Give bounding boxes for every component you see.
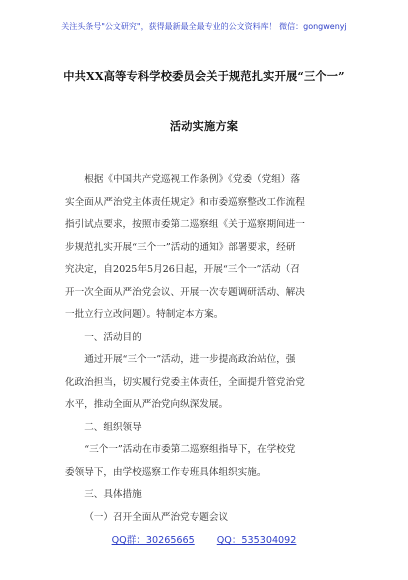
section-heading-leadership: 二、组织领导 xyxy=(84,421,142,433)
paragraph-line: 究决定，自2025年5月26日起，开展“三个一”活动（召 xyxy=(65,264,300,275)
paragraph-line: 委领导下，由学校巡察工作专班具体组织实施。 xyxy=(65,466,267,478)
paragraph-line: 通过开展“三个一”活动，进一步提高政治站位，强 xyxy=(84,354,296,365)
document-body xyxy=(65,169,350,529)
paragraph-line: 一批立行立改问题）。特制定本方案。 xyxy=(65,309,224,320)
document-title-line-2: 活动实施方案 xyxy=(169,119,239,133)
subsection-heading-meeting: （一）召开全面从严治党专题会议 xyxy=(84,511,229,523)
paragraph-line: 水平，推动全面从严治党向纵深发展。 xyxy=(65,399,229,410)
section-heading-purpose: 一、活动目的 xyxy=(84,331,142,343)
qq-contact-link[interactable]: QQ：535304092 xyxy=(216,535,297,546)
purpose-paragraph xyxy=(65,349,350,417)
paragraph-line: 实全面从严治党主体责任规定》和市委巡察整改工作流程 xyxy=(65,196,305,208)
intro-paragraph xyxy=(65,169,350,327)
header-promo-note: 关注头条号"公文研究"，获得最新最全最专业的公文资料库！ 微信：gongwenyj xyxy=(61,22,347,31)
paragraph-line: 开一次全面从严治党会议、开展一次专题调研活动、解决 xyxy=(65,286,305,298)
paragraph-line: “三个一”活动在市委第二巡察组指导下，在学校党 xyxy=(84,444,296,455)
leadership-paragraph xyxy=(65,439,350,484)
paragraph-line: 化政治担当，切实履行党委主体责任，全面提升管党治党 xyxy=(65,376,305,388)
footer-contact xyxy=(0,532,408,546)
section-heading-measures: 三、具体措施 xyxy=(84,489,142,500)
paragraph-line: 步规范扎实开展“三个一”活动的通知》部署要求，经研 xyxy=(65,241,296,253)
paragraph-line: 根据《中国共产党巡视工作条例》《党委（党组）落 xyxy=(84,174,301,185)
qq-group-link[interactable]: QQ群：30265665 xyxy=(111,535,195,546)
document-title-line-1: 中共XX高等专科学校委员会关于规范扎实开展“三个一” xyxy=(63,69,345,83)
paragraph-line: 指引试点要求，按照市委第二巡察组《关于巡察期间进一 xyxy=(65,219,305,230)
